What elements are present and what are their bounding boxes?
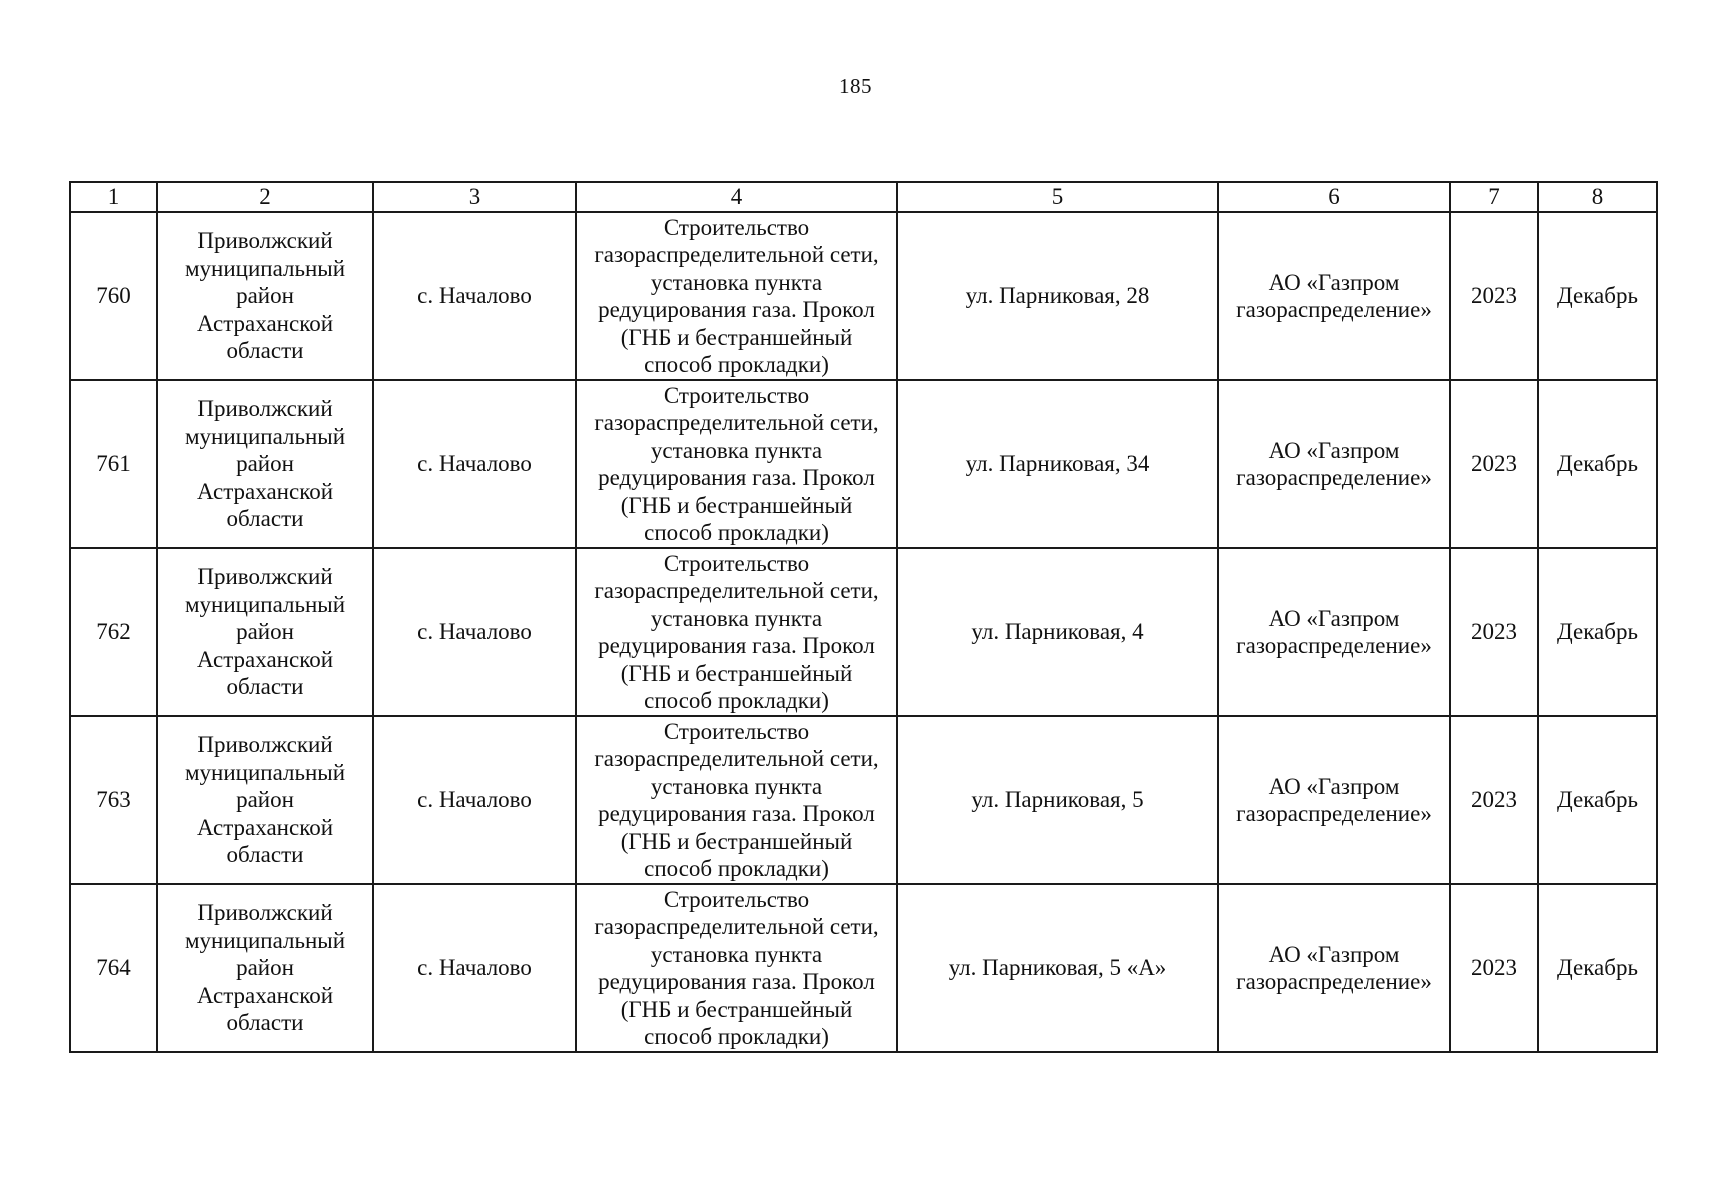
- year-cell: 2023: [1450, 548, 1538, 716]
- row-number: 760: [70, 212, 157, 380]
- column-header-5: 5: [897, 182, 1218, 212]
- district-cell: [157, 212, 373, 380]
- district-line: области: [226, 506, 304, 532]
- column-header-3: 3: [373, 182, 576, 212]
- work-line: редуцирования газа. Прокол: [598, 465, 875, 490]
- work-line: газораспределительной сети,: [594, 746, 879, 771]
- district-line: Приволжский: [197, 396, 333, 422]
- village-cell: с. Началово: [373, 548, 576, 716]
- district-line: муниципальный: [184, 927, 346, 953]
- district-line: муниципальный: [184, 759, 346, 785]
- company-line: АО «Газпром: [1268, 605, 1400, 631]
- work-line: редуцирования газа. Прокол: [598, 801, 875, 826]
- table-row: [70, 884, 1657, 1052]
- company-cell: [1218, 548, 1450, 716]
- work-line: Строительство: [663, 886, 810, 912]
- work-line: редуцирования газа. Прокол: [598, 633, 875, 658]
- table-row: [70, 380, 1657, 548]
- table-body: [70, 212, 1657, 1052]
- district-line: Приволжский: [197, 564, 333, 590]
- company-line: АО «Газпром: [1268, 773, 1400, 799]
- column-header-2: 2: [157, 182, 373, 212]
- column-header-6: 6: [1218, 182, 1450, 212]
- work-line: установка пункта: [650, 773, 823, 799]
- company-line: газораспределение»: [1236, 801, 1432, 826]
- work-line: газораспределительной сети,: [594, 410, 879, 435]
- year-cell: 2023: [1450, 716, 1538, 884]
- row-number: 762: [70, 548, 157, 716]
- column-header-1: 1: [70, 182, 157, 212]
- work-line: установка пункта: [650, 605, 823, 631]
- row-number: 763: [70, 716, 157, 884]
- company-cell: [1218, 884, 1450, 1052]
- district-line: Астраханской: [196, 478, 334, 504]
- work-line: Строительство: [663, 382, 810, 408]
- work-line: (ГНБ и бестраншейный: [620, 324, 853, 350]
- company-line: газораспределение»: [1236, 465, 1432, 490]
- work-line: газораспределительной сети,: [594, 578, 879, 603]
- address-cell: ул. Парниковая, 28: [897, 212, 1218, 380]
- district-cell: [157, 380, 373, 548]
- gasification-table: [69, 181, 1658, 1053]
- work-line: газораспределительной сети,: [594, 914, 879, 939]
- district-line: Астраханской: [196, 982, 334, 1008]
- work-line: редуцирования газа. Прокол: [598, 969, 875, 994]
- work-line: способ прокладки): [644, 688, 829, 713]
- work-line: (ГНБ и бестраншейный: [620, 660, 853, 686]
- table-header: [70, 182, 1657, 212]
- work-line: способ прокладки): [644, 520, 829, 545]
- district-cell: [157, 548, 373, 716]
- row-number: 764: [70, 884, 157, 1052]
- work-line: способ прокладки): [644, 856, 829, 881]
- district-line: Астраханской: [196, 310, 334, 336]
- company-line: газораспределение»: [1236, 633, 1432, 658]
- table-row: [70, 716, 1657, 884]
- company-line: АО «Газпром: [1268, 941, 1400, 967]
- work-description-cell: [576, 380, 897, 548]
- company-cell: [1218, 716, 1450, 884]
- district-cell: [157, 884, 373, 1052]
- month-cell: Декабрь: [1538, 716, 1657, 884]
- district-line: муниципальный: [184, 255, 346, 281]
- district-line: Астраханской: [196, 814, 334, 840]
- work-line: Строительство: [663, 214, 810, 240]
- work-line: установка пункта: [650, 941, 823, 967]
- village-cell: с. Началово: [373, 716, 576, 884]
- work-description-cell: [576, 884, 897, 1052]
- address-cell: ул. Парниковая, 5: [897, 716, 1218, 884]
- work-line: Строительство: [663, 718, 810, 744]
- month-cell: Декабрь: [1538, 380, 1657, 548]
- company-line: газораспределение»: [1236, 297, 1432, 322]
- district-line: Астраханской: [196, 646, 334, 672]
- address-cell: ул. Парниковая, 34: [897, 380, 1218, 548]
- company-cell: [1218, 212, 1450, 380]
- district-line: области: [226, 674, 304, 700]
- district-line: район: [236, 451, 294, 477]
- work-line: способ прокладки): [644, 352, 829, 377]
- district-line: район: [236, 955, 294, 981]
- village-cell: с. Началово: [373, 380, 576, 548]
- work-line: (ГНБ и бестраншейный: [620, 492, 853, 518]
- work-line: установка пункта: [650, 437, 823, 463]
- work-line: Строительство: [663, 550, 810, 576]
- company-line: АО «Газпром: [1268, 437, 1400, 463]
- work-line: (ГНБ и бестраншейный: [620, 996, 853, 1022]
- column-header-8: 8: [1538, 182, 1657, 212]
- year-cell: 2023: [1450, 884, 1538, 1052]
- address-cell: ул. Парниковая, 5 «А»: [897, 884, 1218, 1052]
- district-line: Приволжский: [197, 228, 333, 254]
- district-line: район: [236, 787, 294, 813]
- column-header-4: 4: [576, 182, 897, 212]
- year-cell: 2023: [1450, 380, 1538, 548]
- district-line: муниципальный: [184, 423, 346, 449]
- work-line: газораспределительной сети,: [594, 242, 879, 267]
- district-line: район: [236, 283, 294, 309]
- district-line: муниципальный: [184, 591, 346, 617]
- district-cell: [157, 716, 373, 884]
- row-number: 761: [70, 380, 157, 548]
- work-line: установка пункта: [650, 269, 823, 295]
- work-line: редуцирования газа. Прокол: [598, 297, 875, 322]
- company-line: АО «Газпром: [1268, 269, 1400, 295]
- table-row: [70, 548, 1657, 716]
- village-cell: с. Началово: [373, 884, 576, 1052]
- district-line: области: [226, 338, 304, 364]
- page-number: 185: [839, 74, 872, 98]
- district-line: области: [226, 1010, 304, 1036]
- work-line: способ прокладки): [644, 1024, 829, 1049]
- work-description-cell: [576, 548, 897, 716]
- year-cell: 2023: [1450, 212, 1538, 380]
- district-line: Приволжский: [197, 732, 333, 758]
- company-line: газораспределение»: [1236, 969, 1432, 994]
- month-cell: Декабрь: [1538, 548, 1657, 716]
- company-cell: [1218, 380, 1450, 548]
- header-row: [70, 182, 1657, 212]
- district-line: Приволжский: [197, 900, 333, 926]
- work-line: (ГНБ и бестраншейный: [620, 828, 853, 854]
- table-row: [70, 212, 1657, 380]
- month-cell: Декабрь: [1538, 212, 1657, 380]
- work-description-cell: [576, 716, 897, 884]
- village-cell: с. Началово: [373, 212, 576, 380]
- column-header-7: 7: [1450, 182, 1538, 212]
- work-description-cell: [576, 212, 897, 380]
- month-cell: Декабрь: [1538, 884, 1657, 1052]
- address-cell: ул. Парниковая, 4: [897, 548, 1218, 716]
- district-line: области: [226, 842, 304, 868]
- district-line: район: [236, 619, 294, 645]
